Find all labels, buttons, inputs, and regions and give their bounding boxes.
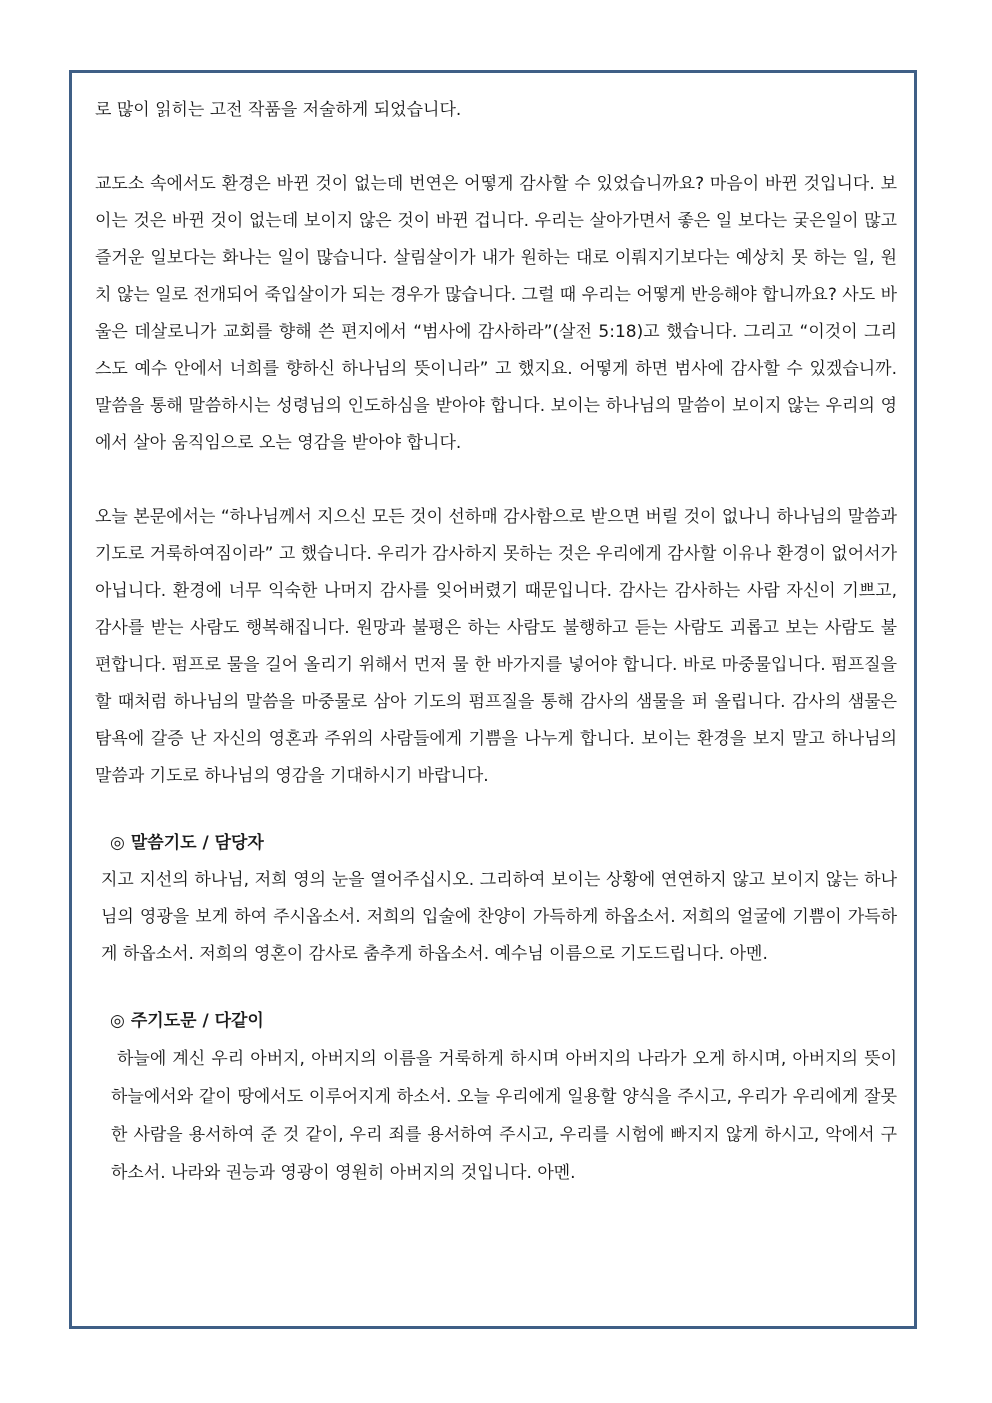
bullseye-icon: ◎: [110, 1011, 125, 1031]
paragraph-spacer: [95, 129, 897, 166]
lords-prayer-heading-label: 주기도문 / 다같이: [130, 1011, 264, 1031]
prayer-heading: [95, 825, 897, 862]
prayer-heading-label: 말씀기도 / 담당자: [130, 833, 264, 853]
lords-prayer-heading: [95, 1003, 897, 1040]
bullseye-icon: ◎: [110, 833, 125, 853]
section-spacer: [95, 795, 897, 825]
body-paragraph-2: 오늘 본문에서는 “하나님께서 지으신 모든 것이 선하매 감사함으로 받으면 버릴 것이 없나니 하나님의 말씀과 기도로 거룩하여짐이라” 고 했습니다. 우리가 감사하지 못하는 것은 우리에게 감사할 이유나 환경이 없어서가 아닙니다. 환경에 너무 익숙한 나머지 감사를 잊어버렸기 때문입니다. 감사는 감사하는 사람 자신이 기쁘고, 감사를 받는 사람도 행복해집니다. 원망과 불평은 하는 사람도 불행하고 듣는 사람도 괴롭고 보는 사람도 불편합니다. 펌프로 물을 길어 올리기 위해서 먼저 물 한 바가지를 넣어야 합니다. 바로 마중물입니다. 펌프질을 할 때처럼 하나님의 말씀을 마중물로 삼아 기도의 펌프질을 통해 감사의 샘물을 퍼 올립니다. 감사의 샘물은 탐욕에 갈증 난 자신의 영혼과 주위의 사람들에게 기쁨을 나누게 합니다. 보이는 환경을 보지 말고 하나님의 말씀과 기도로 하나님의 영감을 기대하시기 바랍니다.: [95, 507, 897, 786]
document-body: [95, 92, 897, 1192]
continuation-text: 로 많이 읽히는 고전 작품을 저술하게 되었습니다.: [95, 100, 462, 120]
paragraph-spacer: [95, 462, 897, 499]
prayer-text: 지고 지선의 하나님, 저희 영의 눈을 열어주십시오. 그리하여 보이는 상황에 연연하지 않고 보이지 않는 하나님의 영광을 보게 하여 주시옵소서. 저희의 입술에 찬양이 가득하게 하옵소서. 저희의 얼굴에 기쁨이 가득하게 하옵소서. 저희의 영혼이 감사로 춤추게 하옵소서. 예수님 이름으로 기도드립니다. 아멘.: [101, 870, 897, 964]
section-spacer: [95, 973, 897, 1003]
body-paragraph-1: 교도소 속에서도 환경은 바뀐 것이 없는데 번연은 어떻게 감사할 수 있었습니까요? 마음이 바뀐 것입니다. 보이는 것은 바뀐 것이 없는데 보이지 않은 것이 바뀐 겁니다. 우리는 살아가면서 좋은 일 보다는 궂은일이 많고 즐거운 일보다는 화나는 일이 많습니다. 살림살이가 내가 원하는 대로 이뤄지기보다는 예상치 못 하는 일, 원치 않는 일로 전개되어 죽입살이가 되는 경우가 많습니다. 그럴 때 우리는 어떻게 반응해야 합니까요? 사도 바울은 데살로니가 교회를 향해 쓴 편지에서 “범사에 감사하라”(살전 5:18)고 했습니다. 그리고 “이것이 그리스도 예수 안에서 너희를 향하신 하나님의 뜻이니라” 고 했지요. 어떻게 하면 범사에 감사할 수 있겠습니까. 말씀을 통해 말씀하시는 성령님의 인도하심을 받아야 합니다. 보이는 하나님의 말씀이 보이지 않는 우리의 영에서 살아 움직임으로 오는 영감을 받아야 합니다.: [95, 174, 897, 453]
lords-prayer-text: 하늘에 계신 우리 아버지, 아버지의 이름을 거룩하게 하시며 아버지의 나라가 오게 하시며, 아버지의 뜻이 하늘에서와 같이 땅에서도 이루어지게 하소서. 오늘 우리에게 일용할 양식을 주시고, 우리가 우리에게 잘못한 사람을 용서하여 준 것 같이, 우리 죄를 용서하여 주시고, 우리를 시험에 빠지지 않게 하시고, 악에서 구하소서. 나라와 권능과 영광이 영원히 아버지의 것입니다. 아멘.: [111, 1049, 897, 1183]
